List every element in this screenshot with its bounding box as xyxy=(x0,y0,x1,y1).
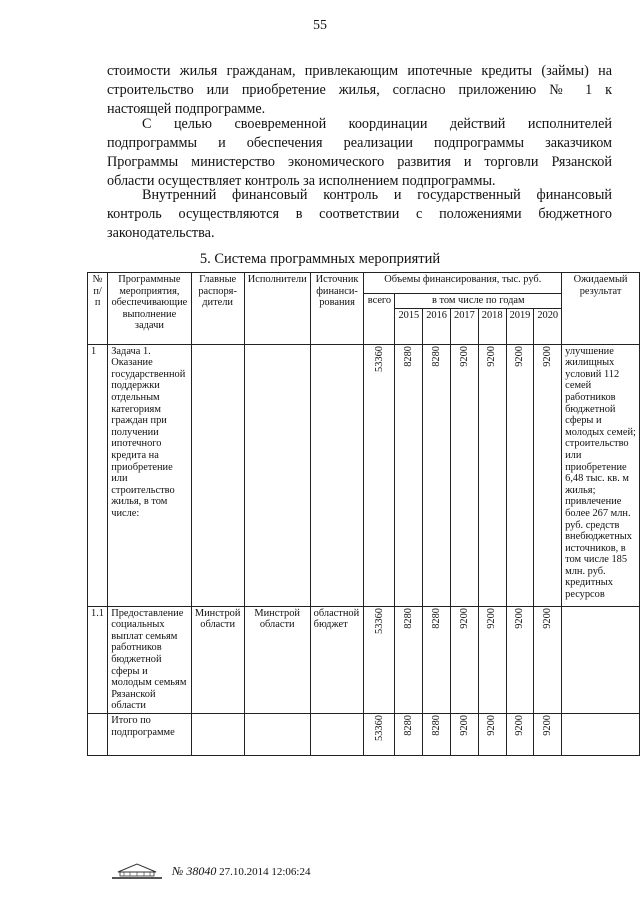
year-value: 9200 xyxy=(514,607,526,629)
header-year: 2020 xyxy=(534,308,562,344)
year-value: 8280 xyxy=(403,345,415,367)
year-value: 9200 xyxy=(486,345,498,367)
total-value: 53360 xyxy=(373,345,385,372)
paragraph-line: законодательства. xyxy=(107,225,215,241)
total-value: 53360 xyxy=(373,714,385,741)
row-year-value xyxy=(478,606,506,713)
program-measures-table xyxy=(87,272,640,756)
row-total xyxy=(364,344,395,606)
row-source xyxy=(310,713,364,755)
header-managers: Главные распоря-дители xyxy=(191,273,244,345)
year-value: 9200 xyxy=(541,345,553,367)
paragraph-line: стоимости жилья гражданам, привлекающим ипотечные кредиты (займы) на xyxy=(107,63,612,79)
header-year: 2016 xyxy=(423,308,451,344)
registry-stamp-icon xyxy=(108,858,166,880)
row-measure: Итого по подпрограмме xyxy=(108,713,191,755)
row-year-value xyxy=(423,344,451,606)
year-value: 9200 xyxy=(514,345,526,367)
header-funding: Объемы финансирования, тыс. руб. xyxy=(364,273,562,294)
year-value: 9200 xyxy=(486,714,498,736)
paragraph-line: области осуществляет контроль за исполнением подпрограммы. xyxy=(107,173,496,189)
row-year-value xyxy=(423,606,451,713)
header-year: 2015 xyxy=(395,308,423,344)
header-result: Ожидаемый результат xyxy=(562,273,640,345)
year-value: 8280 xyxy=(403,607,415,629)
row-num: 1.1 xyxy=(88,606,108,713)
row-year-value xyxy=(534,713,562,755)
table-row xyxy=(88,344,640,606)
paragraph-line: подпрограммы и обеспечения реализации подпрограммы заказчиком xyxy=(107,135,612,151)
header-source: Источник финанси-рования xyxy=(310,273,364,345)
row-source xyxy=(310,344,364,606)
header-year: 2019 xyxy=(506,308,534,344)
year-value: 9200 xyxy=(458,714,470,736)
row-executor: Минстрой области xyxy=(244,606,310,713)
row-year-value xyxy=(506,606,534,713)
header-executors: Исполнители xyxy=(244,273,310,345)
year-value: 9200 xyxy=(514,714,526,736)
header-year: 2017 xyxy=(451,308,479,344)
row-manager: Минстрой области xyxy=(191,606,244,713)
row-year-value xyxy=(423,713,451,755)
row-manager xyxy=(191,713,244,755)
header-total: всего xyxy=(364,294,395,345)
row-year-value xyxy=(451,713,479,755)
table-row xyxy=(88,606,640,713)
paragraph-line: контроль осуществляются в соответствии с положениями бюджетного xyxy=(107,206,612,222)
year-value: 8280 xyxy=(430,714,442,736)
total-value: 53360 xyxy=(373,607,385,634)
row-num xyxy=(88,713,108,755)
row-year-value xyxy=(534,344,562,606)
row-result xyxy=(562,713,640,755)
row-year-value xyxy=(395,606,423,713)
table-row xyxy=(88,713,640,755)
header-year: 2018 xyxy=(478,308,506,344)
row-year-value xyxy=(395,344,423,606)
row-year-value xyxy=(451,344,479,606)
row-total xyxy=(364,713,395,755)
page-number: 55 xyxy=(313,18,327,33)
row-year-value xyxy=(534,606,562,713)
header-num: № п/п xyxy=(88,273,108,345)
section-title: 5. Система программных мероприятий xyxy=(199,251,441,267)
row-source: областной бюджет xyxy=(310,606,364,713)
row-result xyxy=(562,606,640,713)
row-result: улучшение жилищных условий 112 семей работников бюджетной сферы и молодых семей; строительство или приобретение 6,48 тыс. кв. м жилья; привлечение более 267 млн. руб. средств внебюджетных источников, в том числе 185 млн. руб. кредитных ресурсов xyxy=(562,344,640,606)
year-value: 9200 xyxy=(458,345,470,367)
year-value: 8280 xyxy=(430,345,442,367)
header-measures: Программные мероприятия, обеспечивающие выполнение задачи xyxy=(108,273,191,345)
row-year-value xyxy=(506,344,534,606)
year-value: 8280 xyxy=(403,714,415,736)
paragraph-line: настоящей подпрограмме. xyxy=(107,101,266,117)
header-by-years: в том числе по годам xyxy=(395,294,562,309)
row-manager xyxy=(191,344,244,606)
year-value: 9200 xyxy=(458,607,470,629)
paragraph-line: Программы министерство экономического развития и торговли Рязанской xyxy=(107,154,612,170)
paragraph-line: Внутренний финансовый контроль и государственный финансовый xyxy=(142,187,612,203)
row-year-value xyxy=(478,344,506,606)
row-year-value xyxy=(395,713,423,755)
row-executor xyxy=(244,344,310,606)
registration-number: № 38040 xyxy=(172,864,217,878)
document-footer xyxy=(172,864,310,879)
row-year-value xyxy=(478,713,506,755)
paragraph-line: С целью своевременной координации действий исполнителей xyxy=(142,116,612,132)
year-value: 9200 xyxy=(486,607,498,629)
row-measure: Задача 1. Оказание государственной поддержки отдельным категориям граждан при получении ипотечного кредита на приобретение или строительство жилья, в том числе: xyxy=(108,344,191,606)
year-value: 8280 xyxy=(430,607,442,629)
row-year-value xyxy=(506,713,534,755)
row-total xyxy=(364,606,395,713)
row-year-value xyxy=(451,606,479,713)
year-value: 9200 xyxy=(541,607,553,629)
paragraph-1 xyxy=(107,62,612,119)
paragraph-2 xyxy=(107,115,612,191)
row-num: 1 xyxy=(88,344,108,606)
year-value: 9200 xyxy=(541,714,553,736)
paragraph-3 xyxy=(107,186,612,243)
row-measure: Предоставление социальных выплат семьям работников бюджетной сферы и молодым семьям Рязанской области xyxy=(108,606,191,713)
registration-datetime: 27.10.2014 12:06:24 xyxy=(219,866,311,878)
row-executor xyxy=(244,713,310,755)
paragraph-line: строительство или приобретение жилья, согласно приложению № 1 к xyxy=(107,82,612,98)
